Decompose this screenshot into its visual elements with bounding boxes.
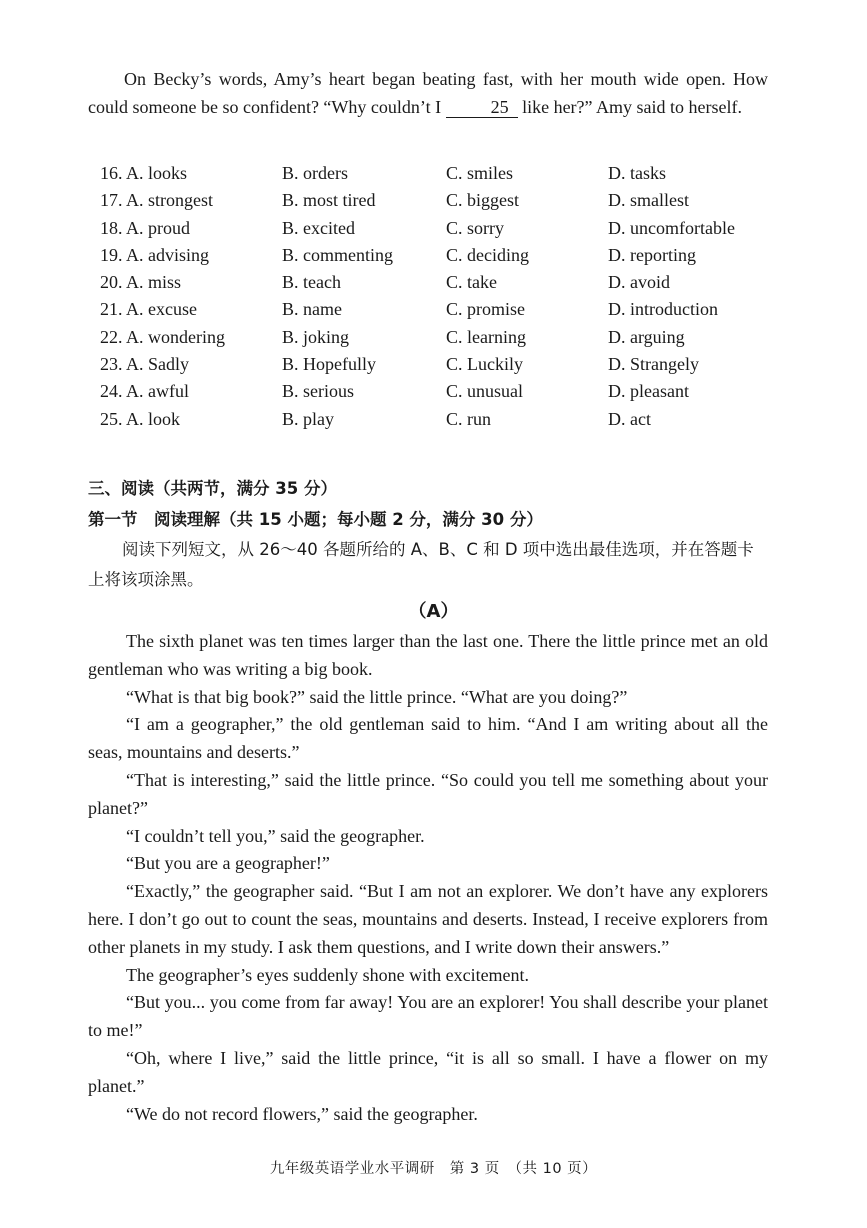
option-d: D. smallest [608,190,689,211]
option-d: D. act [608,408,651,429]
option-a: 17. A. strongest [100,190,214,211]
cloze-text-after: like her?” Amy said to herself. [522,96,743,117]
option-c: C. sorry [446,217,504,238]
option-d: D. pleasant [608,381,689,402]
option-a: 25. A. look [100,408,181,429]
option-b: B. Hopefully [282,354,376,375]
option-row [100,378,780,405]
option-a: 16. A. looks [100,163,188,183]
option-b: B. commenting [282,244,393,265]
option-d: D. tasks [608,163,666,183]
answer-blank-25: 25 [446,97,518,118]
option-c: C. smiles [446,163,514,183]
option-c: C. Luckily [446,354,523,375]
option-d: D. reporting [608,244,696,265]
option-a: 20. A. miss [100,272,182,293]
option-a: 22. A. wondering [100,326,225,347]
option-row [100,187,780,214]
option-row [100,351,780,378]
section-subheading: 第一节 阅读理解（共 15 小题；每小题 2 分，满分 30 分） [88,510,543,529]
option-b: B. name [282,299,342,320]
option-a: 21. A. excuse [100,299,197,320]
option-b: B. joking [282,326,350,347]
option-b: B. excited [282,217,355,238]
option-b: B. most tired [282,190,376,211]
option-a: 23. A. Sadly [100,354,190,375]
option-c: C. deciding [446,244,529,265]
option-c: C. take [446,272,497,293]
passage-paragraph: “But you are a geographer!” [126,853,330,874]
option-a: 19. A. advising [100,244,210,265]
option-d: D. uncomfortable [608,217,735,238]
passage-paragraph: “Oh, where I live,” said the little prince, “it is all so small. I have a flower on my planet.” [88,1047,768,1096]
passage-paragraph: The geographer’s eyes suddenly shone with excitement. [126,964,530,985]
option-row [100,296,780,323]
option-b: B. orders [282,163,348,183]
passage-paragraph: “But you... you come from far away! You are an explorer! You shall describe your planet to me!” [88,992,768,1041]
option-d: D. avoid [608,272,670,293]
passage-paragraph: “We do not record flowers,” said the geographer. [126,1103,478,1124]
option-d: D. arguing [608,326,685,347]
option-a: 18. A. proud [100,217,190,238]
passage-paragraph: “What is that big book?” said the little prince. “What are you doing?” [126,686,628,707]
option-c: C. learning [446,326,526,347]
cloze-final-paragraph [88,66,768,121]
option-row [100,215,780,242]
section-heading: 三、阅读（共两节，满分 35 分） [88,479,337,498]
passage-label: （A） [408,601,459,622]
option-row [100,269,780,296]
option-c: C. unusual [446,381,524,402]
option-row [100,242,780,269]
option-d: D. introduction [608,299,718,320]
option-row [100,406,780,433]
section-instruction: 阅读下列短文，从 26～40 各题所给的 A、B、C 和 D 项中选出最佳选项，并在答题卡上将该项涂黑。 [88,540,754,589]
option-b: B. play [282,408,334,429]
option-b: B. serious [282,381,354,402]
passage-paragraph: “That is interesting,” said the little prince. “So could you tell me something about your planet?” [88,769,768,818]
option-c: C. promise [446,299,525,320]
cloze-options-list [100,160,780,433]
passage-paragraph: “Exactly,” the geographer said. “But I am not an explorer. We don’t have any explorers here. I don’t go out to count the seas, mountains and deserts. Instead, I receive explorers from other planets in my study. I ask them questions, and I write down their answers.” [88,881,768,957]
option-row [100,160,780,187]
option-row [100,324,780,351]
passage-paragraph: “I couldn’t tell you,” said the geographer. [126,825,425,846]
option-d: D. Strangely [608,354,699,375]
passage-paragraph: “I am a geographer,” the old gentleman said to him. “And I am writing about all the seas, mountains and deserts.” [88,714,768,763]
option-c: C. run [446,408,491,429]
page-footer: 九年级英语学业水平调研 第 3 页 （共 10 页） [269,1161,598,1177]
cloze-text-before: On Becky’s words, Amy’s heart began beating fast, with her mouth wide open. How could someone be so confident? “Why couldn’t I [88,69,768,117]
passage-body [88,628,768,1128]
option-b: B. teach [282,272,341,293]
option-a: 24. A. awful [100,381,189,402]
option-c: C. biggest [446,190,520,211]
passage-paragraph: The sixth planet was ten times larger than the last one. There the little prince met an old gentleman who was writing a big book. [88,631,768,679]
